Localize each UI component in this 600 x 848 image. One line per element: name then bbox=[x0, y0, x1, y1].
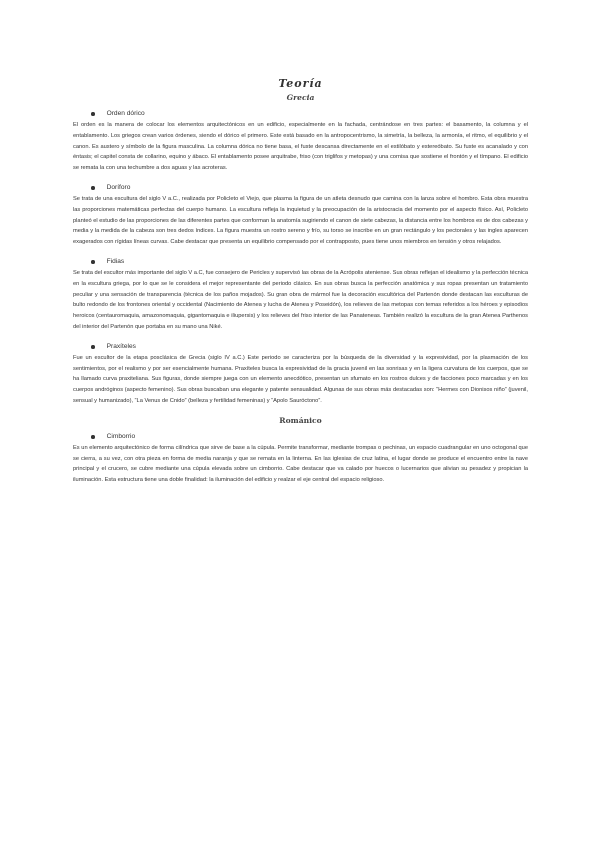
topic-orden-dorico bbox=[73, 108, 528, 174]
topic-paragraph: El orden es la manera de colocar los elementos arquitectónicos en un edificio, especialmente en la fachada, centrándose en tres partes: el basamento, la columna y el entablamento. Los griegos crean varios órdenes, siendo el dórico el primero. Este está basado en la antropocentrismo, la simetría, la belleza, la armonía, el ritmo, el equilibrio y el canon. Es austero y símbolo de la figura masculina. La columna dórica no tiene basa, el fuste descansa directamente en el estilóbato y estereóbato. Su fuste es acanalado y con éntasis; el capitel consta de collarino, equino y ábaco. El entablamento posee arquitrabe, friso (con triglifos y metopas) y una cornisa que sostiene el frontón y el tímpano. El edificio se remata la con una techumbre a dos aguas y las acroteras. bbox=[73, 122, 528, 172]
topic-heading bbox=[73, 108, 528, 120]
document-title: Teoría bbox=[278, 77, 323, 90]
topic-heading bbox=[73, 182, 528, 194]
topic-cimborrio bbox=[73, 431, 528, 486]
topic-fidias bbox=[73, 256, 528, 333]
bullet-icon bbox=[91, 260, 95, 264]
topic-heading-text: Cimborrio bbox=[106, 432, 136, 440]
topic-heading bbox=[73, 341, 528, 353]
bullet-icon bbox=[91, 345, 95, 349]
topic-doriforo bbox=[73, 182, 528, 248]
topic-heading-text: Orden dórico bbox=[106, 110, 145, 117]
topic-heading-text: Fidias bbox=[106, 257, 125, 265]
topic-heading bbox=[73, 256, 528, 268]
topic-heading-text: Doríforo bbox=[106, 183, 131, 191]
document-page bbox=[73, 76, 528, 494]
bullet-icon bbox=[91, 435, 95, 439]
topic-praxiteles bbox=[73, 341, 528, 407]
topic-paragraph: Fue un escultor de la etapa posclásica de Grecia (siglo IV a.C.) Este periodo se caracteriza por la búsqueda de la diversidad y la expresividad, por la plasmación de los sentimientos, por el realismo y por ser esencialmente humana. Praxíteles busca la expresividad de la gracia juvenil en las sonrisas y en la ligera curvatura de los cuerpos, que se ha llamado curva praxiteliana. Sus figuras, donde siempre juega con un elemento anecdótico, presentan un sfumato en los rostros dulces y de facciones poco marcadas y en los cuerpos andróginos (aspecto femenino). Sus obras buscaban una elegante y patente sensualidad. Algunas de sus obras más destacadas son: “Hermes con Dionisos niño” (juvenil, sensual y humanizado), “La Venus de Cnido” (belleza y fertilidad femeninas) y “Apolo Sauróctono”. bbox=[73, 354, 528, 404]
topic-paragraph: Es un elemento arquitectónico de forma cilíndrica que sirve de base a la cúpula. Permite transformar, mediante trompas o pechinas, un espacio cuadrangular en uno octogonal que se cierra, a su vez, con otra pieza en forma de media naranja y que se remata en la linterna. En las iglesias de cruz latina, el lugar donde se produce el encuentro entre la nave principal y el crucero, se cubre mediante una cúpula elevada sobre un cimborrio. Cabe destacar que va calado por huecos o lucernarios que alivian su pesadez y propician la iluminación. Esta estructura tiene una doble finalidad: la iluminación del edificio y realzar el eje central del espacio religioso. bbox=[73, 444, 528, 484]
topic-heading-text: Praxíteles bbox=[106, 342, 136, 350]
topic-paragraph: Se trata de una escultura del siglo V a.C., realizada por Policleto el Viejo, que plasma la figura de un atleta desnudo que camina con la lanza sobre el hombro. Esta obra muestra las proporciones matemáticas perfectas del cuerpo humano. La escultura refleja la inquietud y la preocupación de la aristocracia del momento por el aspecto físico. Así, Policleto planteó el estudio de las proporciones de las diferentes partes que conforman la anatomía sugiriendo el canon de siete cabezas, la distancia entre los hombros es de dos cabezas y media y la medida de la cabeza son tres dedos índices. La figura muestra un rostro sereno y frío, su torso se inscribe en un gran rectángulo y los pectorales y las ingles aparecen exagerados con rígidas líneas curvas. Cabe destacar que presenta un equilibrio compensado por el contrapposto, pues tiene unos miembros en tensión y otros relajados. bbox=[73, 195, 528, 246]
section-title-romanico: Románico bbox=[279, 415, 322, 425]
topic-heading bbox=[73, 431, 528, 443]
bullet-icon bbox=[91, 186, 95, 190]
bullet-icon bbox=[91, 112, 95, 116]
topic-paragraph: Se trata del escultor más importante del siglo V a.C, fue consejero de Pericles y supervisó las obras de la Acrópolis ateniense. Sus obras reflejan el idealismo y la perfección técnica en la escultura griega, por lo que se le considera el mejor representante del periodo clásico. En sus obras busca la perfección anatómica y sus ropas presentan un tratamiento peculiar y una sensación de transparencia (técnica de los paños mojados). Su gran obra de mármol fue la decoración escultórica del Partenón donde destacan las esculturas de bulto redondo de los frontones oriental y occidental (Nacimiento de Atenea y lucha de Atenea y Poseidón), los relieves de las metopas con temas referidos a los héroes y episodios heroicos (centauromaquia, amazonomaquia, gigantomaquia e iliupersis) y los relieves del friso interior de las Panateneas. También realizó la escultura de la gran Atenea Parthenos del interior del Partenón que portaba en su mano una Niké. bbox=[73, 269, 528, 330]
section-title-grecia: Grecia bbox=[286, 93, 315, 102]
